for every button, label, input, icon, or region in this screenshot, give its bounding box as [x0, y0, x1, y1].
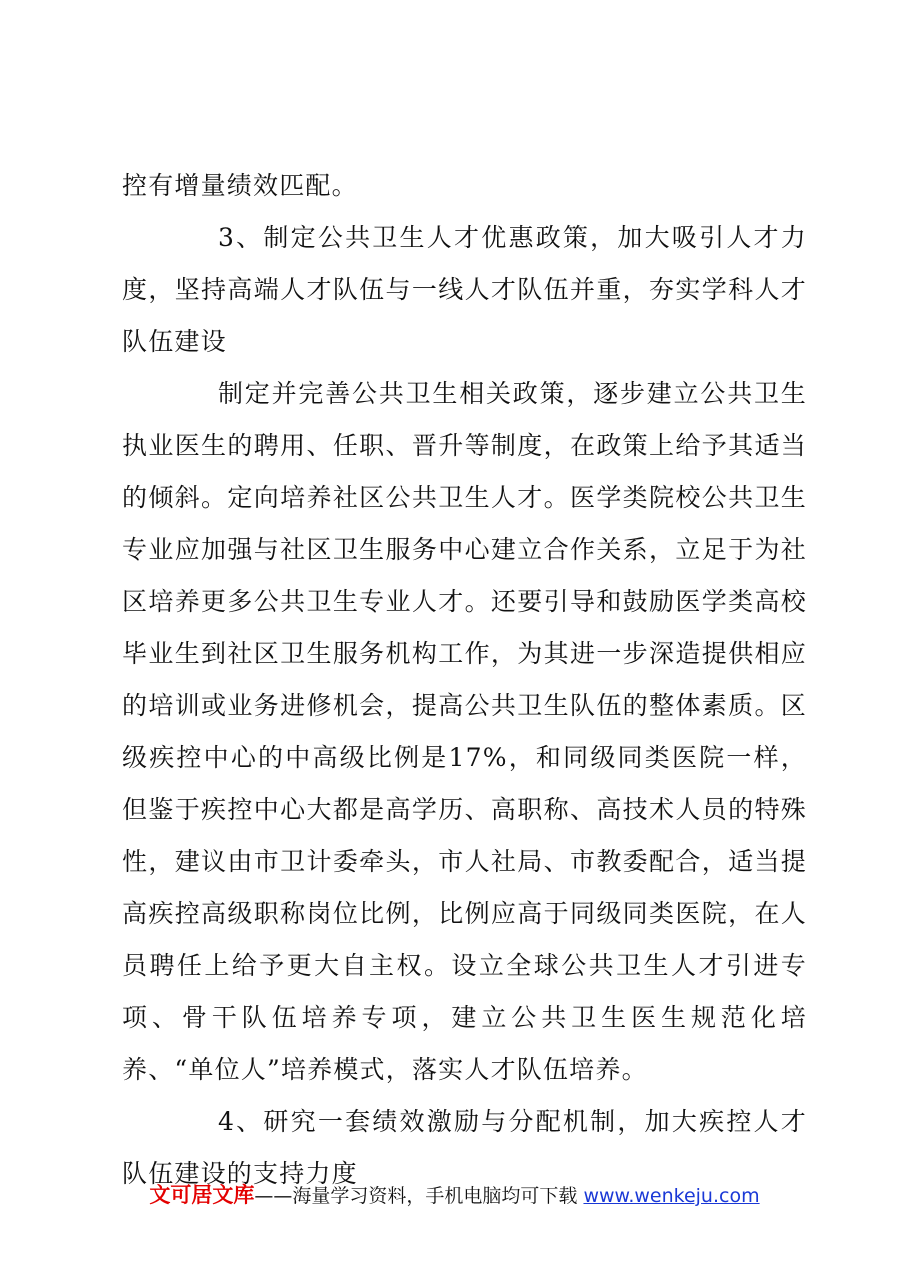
brand-name: 文可居文库 [149, 1183, 255, 1207]
paragraph-continuation: 控有增量绩效匹配。 [122, 171, 358, 200]
section-heading-4: 4、研究一套绩效激励与分配机制，加大疾控人才队伍建设的支持力度 [122, 1107, 807, 1188]
section-heading-3: 3、制定公共卫生人才优惠政策，加大吸引人才力度，坚持高端人才队伍与一线人才队伍并重，夯实学科人才队伍建设 [122, 223, 807, 356]
document-body [122, 160, 807, 1200]
footer-dash: —— [254, 1185, 293, 1207]
footer-tagline: 海量学习资料，手机电脑均可下载 [292, 1185, 578, 1207]
footer-banner [0, 1180, 909, 1211]
paragraph-body: 制定并完善公共卫生相关政策，逐步建立公共卫生执业医生的聘用、任职、晋升等制度，在政策上给予其适当的倾斜。定向培养社区公共卫生人才。医学类院校公共卫生专业应加强与社区卫生服务中心建立合作关系，立足于为社区培养更多公共卫生专业人才。还要引导和鼓励医学类高校毕业生到社区卫生服务机构工作，为其进一步深造提供相应的培训或业务进修机会，提高公共卫生队伍的整体素质。区级疾控中心的中高级比例是17%，和同级同类医院一样，但鉴于疾控中心大都是高学历、高职称、高技术人员的特殊性，建议由市卫计委牵头，市人社局、市教委配合，适当提高疾控高级职称岗位比例，比例应高于同级同类医院，在人员聘任上给予更大自主权。设立全球公共卫生人才引进专项、骨干队伍培养专项，建立公共卫生医生规范化培养、“单位人”培养模式，落实人才队伍培养。 [122, 379, 807, 1084]
website-link[interactable]: www.wenkeju.com [583, 1185, 760, 1207]
